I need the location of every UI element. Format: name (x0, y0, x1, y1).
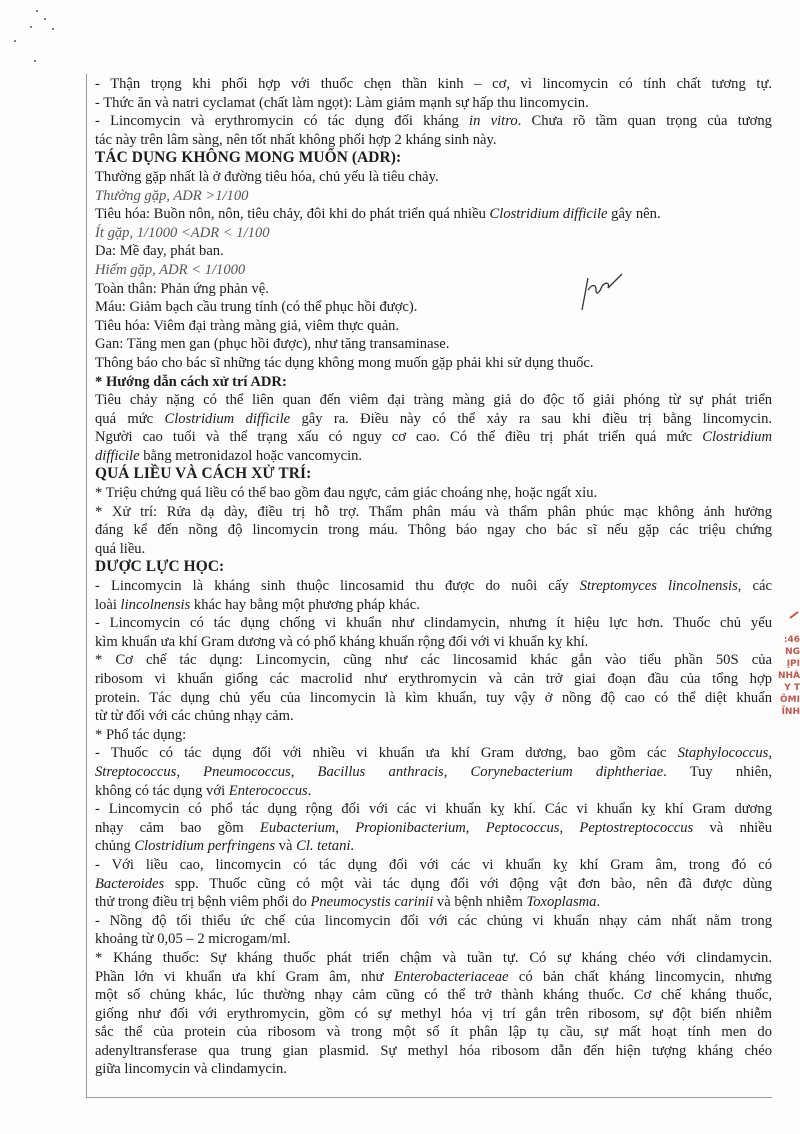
text-run: và bệnh nhiễm (433, 894, 527, 911)
text-run: - Thận trọng khi phối hợp với thuốc chẹn thần kinh – cơ, vì lincomycin có tính chất tương tự. (95, 76, 772, 92)
text-run: TÁC DỤNG KHÔNG MONG MUỐN (ADR): (95, 149, 402, 167)
text-run: gây nên. (607, 206, 661, 223)
text-run: Máu: Giảm bạch cầu trung tính (có thể phục hồi được). (95, 299, 418, 316)
text-run: và (275, 838, 297, 855)
text-line (95, 912, 772, 931)
text-line (95, 782, 772, 801)
text-run: Streptomyces lincolnensis (579, 578, 738, 595)
stamp-tick-icon (788, 610, 800, 620)
text-line (95, 558, 772, 577)
text-run: Cl. tetani (296, 838, 351, 855)
text-run: Clostridium difficile (164, 410, 291, 427)
text-line (95, 149, 772, 168)
text-run: - Lincomycin có tác dụng chống vi khuẩn như clindamycin, nhưng ít hiệu lực hơn. Thuốc chủ yếu (95, 615, 772, 632)
text-line (95, 242, 772, 261)
text-line (95, 503, 772, 522)
text-run: Thường gặp, ADR >1/100 (95, 187, 249, 204)
text-run: Pneumocystis carinii (310, 894, 434, 911)
text-line (95, 521, 772, 540)
document-body (86, 74, 772, 1098)
text-run: Tiêu hóa: Buồn nôn, nôn, tiêu chảy, đôi khi do phát triển quá nhiều (95, 206, 490, 223)
text-run: ribosom vi khuẩn giống các macrolid như erythromycin và cản trở giai đoạn đầu của tổng hợp (95, 671, 772, 687)
text-run: bằng metronidazol hoặc vancomycin. (139, 447, 363, 464)
text-run: QUÁ LIỀU VÀ CÁCH XỬ TRÍ: (95, 465, 312, 483)
text-run: * Triệu chứng quá liều có thể bao gồm đau ngực, cảm giác choáng nhẹ, hoặc ngất xỉu. (95, 485, 598, 502)
text-line (95, 465, 772, 484)
text-line (95, 373, 772, 392)
text-run: chủng (95, 838, 135, 855)
text-run: Staphylococcus, (677, 745, 772, 762)
scan-noise (6, 4, 66, 64)
text-run: tác này trên lâm sàng, nên tốt nhất không phối hợp 2 kháng sinh này. (95, 131, 497, 148)
text-line (95, 875, 772, 894)
text-run: . (350, 838, 355, 855)
text-run: một số chủng khác, lúc thường nhạy cảm cũng có thể trở thành kháng thuốc. Cơ chế kháng thuốc, (95, 987, 772, 1004)
text-line (95, 317, 772, 336)
text-run: Toxoplasma (526, 894, 597, 911)
stamp-fragment: ÔMI (780, 695, 800, 705)
text-line (95, 763, 772, 782)
text-run: từ từ đối với các chủng nhạy cảm. (95, 708, 294, 725)
text-run: * Hướng dẫn cách xử trí ADR: (95, 373, 287, 390)
stamp-fragment: Y T (784, 683, 800, 693)
text-run: . Chưa rõ tầm quan trọng của tương (517, 113, 772, 130)
text-run: thử trong điều trị bệnh viêm phổi do (95, 894, 311, 911)
stamp-fragment: ỊPI (786, 659, 800, 669)
text-run: nhạy cảm bao gồm (95, 819, 260, 836)
text-run: - Thuốc có tác dụng đối với nhiều vi khuẩn ưa khí Gram dương, bao gồm các (95, 745, 678, 762)
text-line (95, 354, 772, 373)
text-run: adenyltransferase qua trung gian plasmid. Sự methyl hóa ribosom dẫn đến hiện tượng kháng chéo (95, 1042, 772, 1059)
text-run: có bản chất kháng lincomycin, nhưng (508, 968, 772, 985)
text-line (95, 168, 772, 187)
text-run: Gan: Tăng men gan (phục hồi được), như tăng transaminase. (95, 336, 450, 353)
text-run: sắc thể của protein của ribosom và trong một số ít phân lập tụ cầu, sự mất hoạt tính men do (95, 1024, 772, 1041)
text-run: difficile (95, 447, 140, 464)
stamp-fragment: ĨNH (781, 707, 800, 717)
stamp-fragment: :46 (783, 635, 800, 645)
text-line (95, 131, 772, 150)
text-line (95, 447, 772, 466)
text-run: Toàn thân: Phản ứng phản vệ. (95, 280, 269, 297)
text-run: quá mức (95, 410, 165, 427)
text-line (95, 819, 772, 838)
text-run: khác hay bằng một phương pháp khác. (190, 596, 420, 613)
red-stamp-edge (770, 610, 800, 718)
text-line (95, 298, 772, 317)
text-run: giống như đối với erythromycin, gồm có sự methyl hóa vị trí gắn trên ribosom, sự đột biến nhiễm (95, 1005, 772, 1022)
text-run: quá liều. (95, 540, 146, 557)
text-line (95, 335, 772, 354)
text-line (95, 893, 772, 912)
text-line (95, 280, 772, 299)
stamp-fragment: NG (785, 647, 800, 657)
text-run: Thông báo cho bác sĩ những tác dụng không mong muốn gặp phải khi sử dụng thuốc. (95, 354, 594, 371)
text-line (95, 224, 772, 243)
text-line (95, 930, 772, 949)
text-line (95, 949, 772, 968)
text-line (95, 75, 772, 94)
text-line (95, 94, 772, 113)
text-line (95, 577, 772, 596)
text-line (95, 484, 772, 503)
text-run: Phần lớn vi khuẩn ưa khí Gram âm, như (95, 968, 394, 985)
text-run: Tiêu chảy nặng có thể liên quan đến viêm đại tràng màng giả do độc tố giải phóng từ sự phát triển (95, 392, 772, 409)
text-run: - Nồng độ tối thiểu ức chế của lincomycin đối với các chủng vi khuẩn nhạy cảm nhất nằm trong (95, 912, 772, 929)
text-run: kìm khuẩn ưa khí Gram dương và có phổ kháng khuẩn rộng đối với vi khuẩn kỵ khí. (95, 633, 589, 650)
text-run: . (596, 894, 601, 911)
text-line (95, 800, 772, 819)
text-line (95, 689, 772, 708)
text-run: , các (737, 578, 772, 595)
text-line (95, 261, 772, 280)
text-run: - Với liều cao, lincomycin có tác dụng đối với các vi khuẩn kỵ khí Gram âm, trong đó có (95, 856, 772, 873)
text-line (95, 540, 772, 559)
text-line (95, 428, 772, 447)
text-run: . (307, 782, 312, 799)
text-run: spp. Thuốc cũng có một vài tác dụng đối với động vật đơn bào, nên đã được dùng (164, 875, 772, 892)
text-run: * Xử trí: Rửa dạ dày, điều trị hỗ trợ. Thẩm phân máu và thẩm phân phúc mạc không ảnh hưởng (95, 503, 772, 520)
text-line (95, 837, 772, 856)
text-line (95, 1005, 772, 1024)
text-run: lincolnensis (120, 596, 191, 613)
text-line (95, 651, 772, 670)
text-line (95, 856, 772, 875)
text-line (95, 707, 772, 726)
text-run: - Lincomycin và erythromycin có tác dụng đối kháng (95, 113, 470, 130)
text-run: DƯỢC LỰC HỌC: (95, 558, 225, 576)
text-run: * Cơ chế tác dụng: Lincomycin, cũng như các lincosamid khác gắn vào tiểu phần 50S của (95, 652, 772, 669)
text-run: Da: Mề đay, phát ban. (95, 243, 224, 260)
text-run: Streptococcus, Pneumococcus, Bacillus anthracis, Corynebacterium diphtheriae (95, 763, 664, 780)
text-run: Hiếm gặp, ADR < 1/1000 (95, 261, 246, 278)
text-line (95, 670, 772, 689)
text-line (95, 1042, 772, 1061)
text-line (95, 633, 772, 652)
text-line (95, 744, 772, 763)
text-run: không có tác dụng với (95, 782, 229, 799)
text-run: Clostridium perfringens (134, 838, 276, 855)
text-line (95, 187, 772, 206)
text-run: Clostridium difficile (489, 206, 608, 223)
text-run: in vitro (469, 113, 518, 130)
text-line (95, 726, 772, 745)
signature-mark (572, 270, 624, 320)
text-run: khoảng từ 0,05 – 2 microgam/ml. (95, 931, 291, 948)
text-run: Enterobacteriaceae (393, 968, 509, 985)
text-run: * Kháng thuốc: Sự kháng thuốc phát triển chậm và tuần tự. Có sự kháng chéo với clindamycin. (95, 949, 772, 966)
text-line (95, 410, 772, 429)
text-run: Bacteroides (95, 875, 165, 892)
text-run: - Lincomycin có phổ tác dụng rộng đối với các vi khuẩn kỵ khí. Các vi khuẩn kỵ khí Gram dương (95, 801, 772, 818)
text-run: . Tuy nhiên, (663, 763, 772, 780)
text-line (95, 112, 772, 131)
text-run: Thường gặp nhất là ở đường tiêu hóa, chủ yếu là tiêu chảy. (95, 168, 439, 185)
text-line (95, 1060, 772, 1079)
text-run: gây ra. Điều này có thể xảy ra sau khi điều trị bằng lincomycin. (290, 410, 773, 427)
text-run: * Phổ tác dụng: (95, 726, 187, 743)
text-run: Ít gặp, 1/1000 <ADR < 1/100 (95, 224, 270, 241)
text-run: - Lincomycin là kháng sinh thuộc lincosamid thu được do nuôi cấy (95, 578, 580, 595)
stamp-fragment: NHÀ (777, 671, 800, 681)
text-run: Người cao tuổi và thể trạng xấu có nguy cơ cao. Có thể điều trị phát triển quá mức (95, 429, 703, 446)
text-run: đáng kể đến nồng độ lincomycin trong máu. Thông báo ngay cho bác sĩ nếu gặp các triệu chứng (95, 522, 772, 539)
text-run: protein. Tác dụng chủ yếu của lincomycin là kìm khuẩn, tuy vậy ở nồng độ cao có thể diệt khuẩn (95, 689, 772, 706)
text-run: Eubacterium, Propionibacterium, Peptococcus, Peptostreptococcus (259, 819, 694, 836)
text-run: Clostridium (702, 429, 772, 446)
text-line (95, 205, 772, 224)
text-run: loài (95, 596, 121, 613)
text-line (95, 1023, 772, 1042)
text-run: - Thức ăn và natri cyclamat (chất làm ngọt): Làm giảm mạnh sự hấp thu lincomycin. (95, 94, 589, 111)
text-line (95, 968, 772, 987)
text-line (95, 596, 772, 615)
text-run: Tiêu hóa: Viêm đại tràng màng giả, viêm thực quản. (95, 317, 400, 334)
text-run: Enterococcus (228, 782, 308, 799)
text-line (95, 391, 772, 410)
text-line (95, 614, 772, 633)
text-line (95, 986, 772, 1005)
text-run: giữa lincomycin và clindamycin. (95, 1061, 287, 1078)
text-run: và nhiều (693, 819, 772, 836)
